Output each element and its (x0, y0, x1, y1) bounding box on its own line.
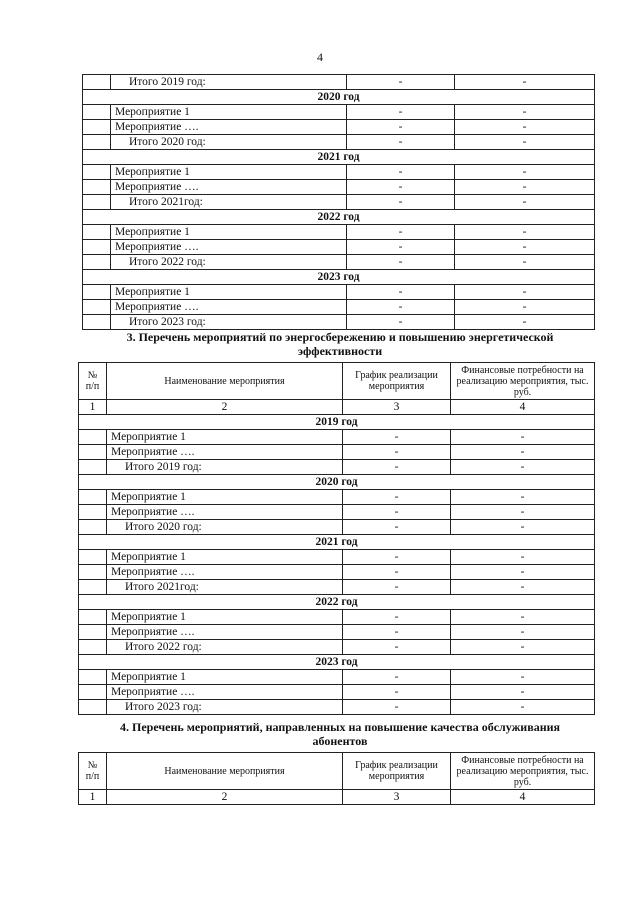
total-label: Итого 2021год: (111, 195, 347, 210)
total-label: Итого 2023 год: (107, 700, 343, 715)
row-number-cell (79, 640, 107, 655)
year-heading-row (83, 270, 595, 285)
schedule-value: - (343, 520, 451, 535)
finance-value: - (455, 225, 595, 240)
energy-saving-table-body (79, 363, 595, 715)
schedule-value: - (343, 460, 451, 475)
schedule-value: - (343, 580, 451, 595)
activity-name: Мероприятие …. (107, 625, 343, 640)
year-heading-row (83, 90, 595, 105)
schedule-value: - (347, 195, 455, 210)
header-num: № п/п (79, 753, 107, 790)
activity-name: Мероприятие …. (107, 445, 343, 460)
row-number-cell (79, 430, 107, 445)
finance-value: - (455, 165, 595, 180)
activity-name: Мероприятие …. (107, 685, 343, 700)
header-schedule: График реализации мероприятия (343, 363, 451, 400)
year-heading: 2023 год (79, 655, 595, 670)
row-number-cell (83, 240, 111, 255)
schedule-value: - (347, 165, 455, 180)
col-number-2: 2 (107, 790, 343, 805)
schedule-value: - (347, 285, 455, 300)
finance-value: - (451, 520, 595, 535)
year-total-row (83, 75, 595, 90)
continuation-table (82, 74, 595, 330)
continuation-table-body (83, 75, 595, 330)
row-number-cell (79, 685, 107, 700)
year-total-row (79, 700, 595, 715)
finance-value: - (455, 285, 595, 300)
service-quality-table-body (79, 753, 595, 805)
activity-name: Мероприятие 1 (111, 225, 347, 240)
activity-name: Мероприятие 1 (107, 490, 343, 505)
row-number-cell (79, 460, 107, 475)
row-number-cell (83, 105, 111, 120)
finance-value: - (455, 255, 595, 270)
col-number-3: 3 (343, 400, 451, 415)
year-total-row (83, 315, 595, 330)
activity-name: Мероприятие …. (111, 180, 347, 195)
col-number-1: 1 (79, 790, 107, 805)
activity-row (79, 565, 595, 580)
row-number-cell (79, 625, 107, 640)
section-3-title (60, 330, 620, 358)
page-number: 4 (317, 50, 323, 64)
total-label: Итого 2022 год: (111, 255, 347, 270)
finance-value: - (451, 685, 595, 700)
activity-name: Мероприятие 1 (107, 610, 343, 625)
section-4-title (60, 720, 620, 748)
activity-row (83, 165, 595, 180)
activity-row (79, 505, 595, 520)
finance-value: - (455, 180, 595, 195)
activity-name: Мероприятие 1 (107, 670, 343, 685)
row-number-cell (83, 180, 111, 195)
finance-value: - (451, 490, 595, 505)
activity-row (79, 550, 595, 565)
year-total-row (83, 195, 595, 210)
year-heading: 2022 год (83, 210, 595, 225)
activity-name: Мероприятие …. (111, 300, 347, 315)
year-heading-row (79, 535, 595, 550)
activity-name: Мероприятие …. (111, 240, 347, 255)
row-number-cell (79, 550, 107, 565)
row-number-cell (79, 580, 107, 595)
activity-row (83, 240, 595, 255)
total-label: Итого 2020 год: (107, 520, 343, 535)
energy-saving-table (78, 362, 595, 715)
table-header-row (79, 363, 595, 400)
header-finance: Финансовые потребности на реализацию мероприятия, тыс. руб. (451, 363, 595, 400)
header-name: Наименование мероприятия (107, 753, 343, 790)
schedule-value: - (347, 120, 455, 135)
total-label: Итого 2022 год: (107, 640, 343, 655)
year-heading-row (79, 475, 595, 490)
year-total-row (79, 580, 595, 595)
row-number-cell (83, 315, 111, 330)
finance-value: - (451, 550, 595, 565)
finance-value: - (451, 460, 595, 475)
year-heading: 2021 год (83, 150, 595, 165)
activity-row (79, 490, 595, 505)
column-numbers-row (79, 400, 595, 415)
year-heading: 2022 год (79, 595, 595, 610)
schedule-value: - (343, 490, 451, 505)
year-heading-row (83, 150, 595, 165)
year-heading-row (79, 655, 595, 670)
finance-value: - (455, 105, 595, 120)
activity-row (79, 685, 595, 700)
col-number-4: 4 (451, 790, 595, 805)
schedule-value: - (347, 180, 455, 195)
row-number-cell (79, 490, 107, 505)
year-total-row (79, 520, 595, 535)
finance-value: - (451, 565, 595, 580)
finance-value: - (451, 625, 595, 640)
finance-value: - (455, 75, 595, 90)
col-number-3: 3 (343, 790, 451, 805)
finance-value: - (455, 240, 595, 255)
row-number-cell (83, 300, 111, 315)
year-heading: 2023 год (83, 270, 595, 285)
row-number-cell (83, 285, 111, 300)
schedule-value: - (347, 255, 455, 270)
row-number-cell (83, 255, 111, 270)
year-total-row (79, 640, 595, 655)
year-total-row (83, 255, 595, 270)
row-number-cell (79, 610, 107, 625)
header-num: № п/п (79, 363, 107, 400)
col-number-1: 1 (79, 400, 107, 415)
schedule-value: - (343, 445, 451, 460)
row-number-cell (79, 670, 107, 685)
finance-value: - (455, 120, 595, 135)
section-4-title-line-2: абонентов (312, 734, 368, 748)
schedule-value: - (347, 75, 455, 90)
activity-row (83, 285, 595, 300)
col-number-4: 4 (451, 400, 595, 415)
activity-name: Мероприятие 1 (111, 105, 347, 120)
column-numbers-row (79, 790, 595, 805)
activity-name: Мероприятие 1 (107, 550, 343, 565)
header-name: Наименование мероприятия (107, 363, 343, 400)
finance-value: - (451, 640, 595, 655)
year-heading: 2020 год (83, 90, 595, 105)
finance-value: - (455, 135, 595, 150)
schedule-value: - (343, 505, 451, 520)
schedule-value: - (347, 315, 455, 330)
header-schedule: График реализации мероприятия (343, 753, 451, 790)
schedule-value: - (347, 240, 455, 255)
activity-name: Мероприятие 1 (111, 165, 347, 180)
schedule-value: - (347, 300, 455, 315)
schedule-value: - (343, 610, 451, 625)
finance-value: - (451, 430, 595, 445)
row-number-cell (79, 700, 107, 715)
finance-value: - (451, 610, 595, 625)
section-3-title-line-2: эффективности (297, 344, 383, 358)
schedule-value: - (343, 550, 451, 565)
year-total-row (83, 135, 595, 150)
year-heading: 2020 год (79, 475, 595, 490)
year-heading: 2019 год (79, 415, 595, 430)
total-label: Итого 2019 год: (111, 75, 347, 90)
total-label: Итого 2021год: (107, 580, 343, 595)
activity-row (79, 670, 595, 685)
activity-row (83, 120, 595, 135)
schedule-value: - (343, 625, 451, 640)
year-heading: 2021 год (79, 535, 595, 550)
finance-value: - (455, 300, 595, 315)
activity-row (83, 300, 595, 315)
service-quality-table (78, 752, 595, 805)
activity-name: Мероприятие …. (107, 565, 343, 580)
finance-value: - (451, 580, 595, 595)
schedule-value: - (343, 700, 451, 715)
finance-value: - (451, 700, 595, 715)
schedule-value: - (343, 670, 451, 685)
activity-row (79, 430, 595, 445)
header-finance: Финансовые потребности на реализацию мероприятия, тыс. руб. (451, 753, 595, 790)
row-number-cell (83, 135, 111, 150)
activity-row (83, 105, 595, 120)
year-heading-row (79, 595, 595, 610)
col-number-2: 2 (107, 400, 343, 415)
total-label: Итого 2023 год: (111, 315, 347, 330)
finance-value: - (451, 445, 595, 460)
table-header-row (79, 753, 595, 790)
row-number-cell (79, 445, 107, 460)
schedule-value: - (347, 105, 455, 120)
schedule-value: - (343, 685, 451, 700)
activity-name: Мероприятие 1 (107, 430, 343, 445)
finance-value: - (455, 195, 595, 210)
row-number-cell (83, 165, 111, 180)
row-number-cell (83, 120, 111, 135)
schedule-value: - (343, 430, 451, 445)
row-number-cell (79, 520, 107, 535)
schedule-value: - (343, 640, 451, 655)
activity-name: Мероприятие …. (107, 505, 343, 520)
total-label: Итого 2019 год: (107, 460, 343, 475)
row-number-cell (79, 505, 107, 520)
activity-row (79, 445, 595, 460)
total-label: Итого 2020 год: (111, 135, 347, 150)
section-4-title-line-1: 4. Перечень мероприятий, направленных на повышение качества обслуживания (119, 720, 561, 734)
activity-row (83, 225, 595, 240)
year-heading-row (79, 415, 595, 430)
finance-value: - (451, 670, 595, 685)
schedule-value: - (347, 135, 455, 150)
activity-row (83, 180, 595, 195)
activity-row (79, 610, 595, 625)
activity-row (79, 625, 595, 640)
row-number-cell (83, 75, 111, 90)
section-3-title-line-1: 3. Перечень мероприятий по энергосбережению и повышению энергетической (126, 330, 554, 344)
finance-value: - (455, 315, 595, 330)
schedule-value: - (347, 225, 455, 240)
schedule-value: - (343, 565, 451, 580)
row-number-cell (79, 565, 107, 580)
activity-name: Мероприятие …. (111, 120, 347, 135)
year-heading-row (83, 210, 595, 225)
year-total-row (79, 460, 595, 475)
finance-value: - (451, 505, 595, 520)
row-number-cell (83, 195, 111, 210)
activity-name: Мероприятие 1 (111, 285, 347, 300)
row-number-cell (83, 225, 111, 240)
